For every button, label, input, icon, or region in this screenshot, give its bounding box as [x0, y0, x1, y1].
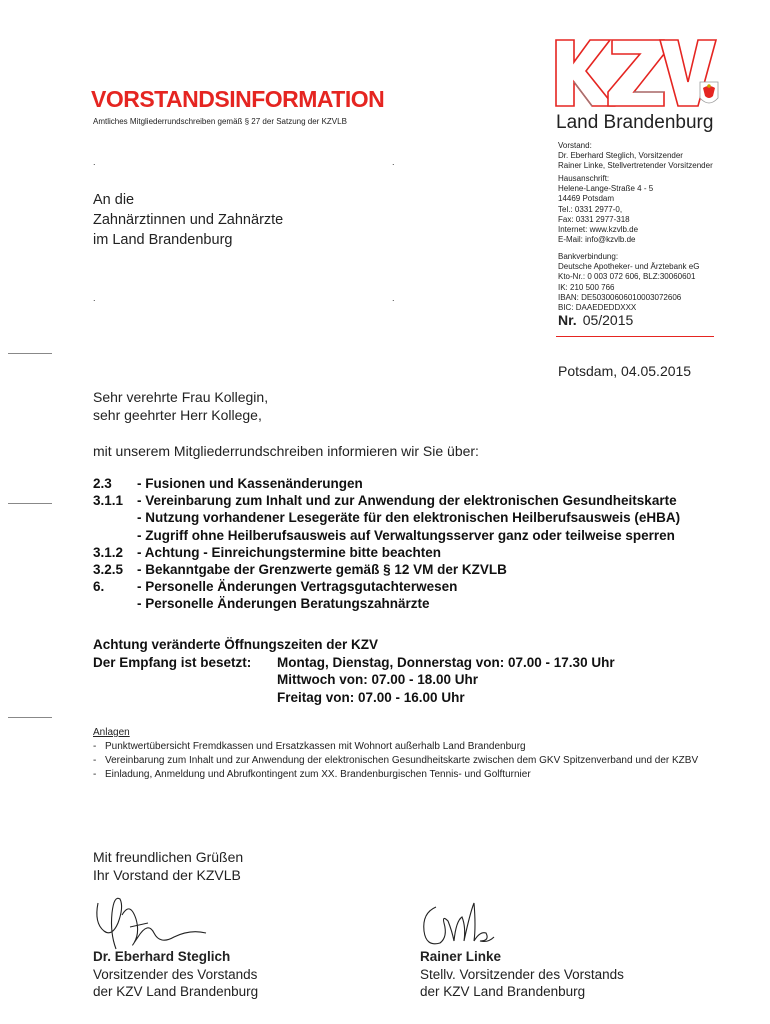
topic-text: - Personelle Änderungen Vertragsgutachterwesen	[137, 579, 458, 595]
attachment-text: Einladung, Anmeldung und Abrufkontingent zum XX. Brandenburgischen Tennis- und Golfturnier	[105, 769, 531, 780]
attachment-item	[93, 740, 713, 754]
topic-item	[93, 527, 680, 544]
address-line: An die	[93, 192, 135, 208]
attachment-dash: -	[93, 769, 97, 780]
topic-text: - Zugriff ohne Heilberufsausweis auf Verwaltungsserver ganz oder teilweise sperren	[137, 527, 675, 543]
board-member: Rainer Linke, Stellvertretender Vorsitzender	[558, 161, 713, 171]
salutation-line: Sehr verehrte Frau Kollegin,	[93, 389, 269, 405]
topic-item	[93, 578, 680, 595]
topic-number: 6.	[93, 579, 105, 595]
topic-text: - Achtung - Einreichungstermine bitte beachten	[137, 544, 442, 560]
bank-heading: Bankverbindung:	[558, 252, 619, 261]
brandenburg-eagle-icon	[700, 82, 718, 103]
document-subtitle: Amtliches Mitgliederrundschreiben gemäß § 27 der Satzung der KZVLB	[93, 117, 347, 126]
house-line: 14469 Potsdam	[558, 194, 615, 204]
signature-steglich	[90, 893, 210, 955]
address-mark-tr: .	[392, 157, 395, 167]
topic-number: 3.2.5	[93, 562, 124, 578]
attachment-text: Vereinbarung zum Inhalt und zur Anwendung der elektronischen Gesundheitskarte zwischen dem GKV Spitzenverband und der KZBV	[105, 755, 699, 766]
topics-list	[93, 475, 680, 613]
topic-item	[93, 509, 680, 526]
topic-text: - Bekanntgabe der Grenzwerte gemäß § 12 VM der KZVLB	[137, 562, 507, 578]
attachment-dash: -	[93, 755, 97, 766]
signer-name: Rainer Linke	[420, 949, 502, 964]
fold-mark	[8, 717, 52, 718]
closing-line: Mit freundlichen Grüßen	[93, 849, 244, 865]
board-member: Dr. Eberhard Steglich, Vorsitzender	[558, 151, 683, 161]
address-mark-tl: .	[93, 157, 96, 167]
signer-org: der KZV Land Brandenburg	[420, 984, 586, 999]
notice-row	[93, 671, 615, 689]
topic-item	[93, 561, 680, 578]
board-info	[558, 141, 713, 172]
topic-number: 3.1.2	[93, 544, 124, 560]
bank-line: Kto-Nr.: 0 003 072 606, BLZ:30060601	[558, 272, 696, 282]
signature-block-2	[420, 948, 624, 1001]
nr-label: Nr.	[558, 312, 577, 328]
signer-org: der KZV Land Brandenburg	[93, 984, 259, 999]
topic-item	[93, 544, 680, 561]
bank-line: BIC: DAAEDEDDXXX	[558, 303, 637, 313]
notice-label: Der Empfang ist besetzt:	[93, 654, 252, 670]
house-line: Fax: 0331 2977-318	[558, 214, 630, 224]
attachments-heading: Anlagen	[93, 727, 130, 738]
topic-number: 3.1.1	[93, 493, 124, 509]
address-line: im Land Brandenburg	[93, 232, 233, 248]
bank-info	[558, 252, 699, 313]
attachments	[93, 726, 713, 782]
notice-heading: Achtung veränderte Öffnungszeiten der KZV	[93, 637, 379, 652]
salutation-line: sehr geehrter Herr Kollege,	[93, 407, 262, 423]
bank-line: Deutsche Apotheker- und Ärztebank eG	[558, 262, 700, 272]
topic-number: 2.3	[93, 476, 112, 491]
notice-time: Freitag von: 07.00 - 16.00 Uhr	[277, 689, 465, 705]
opening-hours-notice	[93, 636, 615, 706]
recipient-address	[93, 190, 283, 250]
logo-tagline: Land Brandenburg	[556, 112, 714, 133]
notice-row	[93, 689, 615, 707]
punch-mark	[8, 503, 52, 504]
topic-item	[93, 475, 680, 492]
attachment-text: Punktwertübersicht Fremdkassen und Ersatzkassen mit Wohnort außerhalb Land Brandenburg	[105, 741, 526, 752]
house-heading: Hausanschrift:	[558, 174, 610, 183]
attachment-dash: -	[93, 741, 97, 752]
signer-role: Vorsitzender des Vorstands	[93, 966, 258, 982]
fold-mark	[8, 353, 52, 354]
topic-text: - Vereinbarung zum Inhalt und zur Anwendung der elektronischen Gesundheitskarte	[137, 493, 677, 509]
circular-number	[558, 312, 633, 328]
kzv-logo	[552, 38, 722, 138]
notice-spacer	[93, 689, 277, 707]
address-mark-bl: .	[93, 293, 96, 303]
topic-number	[93, 595, 137, 612]
signature-linke	[418, 897, 498, 955]
address-line: Zahnärztinnen und Zahnärzte	[93, 212, 284, 228]
document-title: VORSTANDSINFORMATION	[91, 86, 385, 112]
notice-spacer	[93, 671, 277, 689]
topic-number	[93, 509, 137, 526]
divider-line	[556, 336, 714, 337]
bank-line: IK: 210 500 766	[558, 282, 615, 292]
signature-block-1	[93, 948, 258, 1001]
house-line: Tel.: 0331 2977-0,	[558, 204, 623, 214]
signer-role: Stellv. Vorsitzender des Vorstands	[420, 966, 624, 982]
address-mark-br: .	[392, 293, 395, 303]
notice-time: Mittwoch von: 07.00 - 18.00 Uhr	[277, 672, 479, 687]
closing-line: Ihr Vorstand der KZVLB	[93, 867, 241, 883]
salutation	[93, 388, 268, 424]
closing	[93, 848, 243, 884]
attachment-item	[93, 754, 713, 768]
board-heading: Vorstand:	[558, 141, 592, 150]
nr-value: 05/2015	[582, 312, 634, 328]
attachment-item	[93, 768, 713, 782]
signer-name: Dr. Eberhard Steglich	[93, 949, 231, 964]
topic-number	[93, 527, 137, 544]
intro-text: mit unserem Mitgliederrundschreiben informieren wir Sie über:	[93, 443, 479, 459]
bank-line: IBAN: DE50300606010003072606	[558, 292, 682, 302]
notice-time: Montag, Dienstag, Donnerstag von: 07.00 - 17.30 Uhr	[277, 654, 615, 670]
notice-row	[93, 654, 615, 672]
house-line: Internet: www.kzvlb.de	[558, 225, 639, 235]
topic-item	[93, 492, 680, 509]
topic-text: - Fusionen und Kassenänderungen	[137, 476, 363, 491]
letter-date: Potsdam, 04.05.2015	[558, 363, 692, 379]
topic-text: - Personelle Änderungen Beratungszahnärzte	[137, 596, 430, 612]
house-line: Helene-Lange-Straße 4 - 5	[558, 184, 654, 194]
house-line: E-Mail: info@kzvlb.de	[558, 235, 636, 245]
house-address	[558, 174, 653, 245]
topic-text: - Nutzung vorhandener Lesegeräte für den elektronischen Heilberufsausweis (eHBA)	[137, 510, 681, 526]
topic-item	[93, 595, 680, 612]
